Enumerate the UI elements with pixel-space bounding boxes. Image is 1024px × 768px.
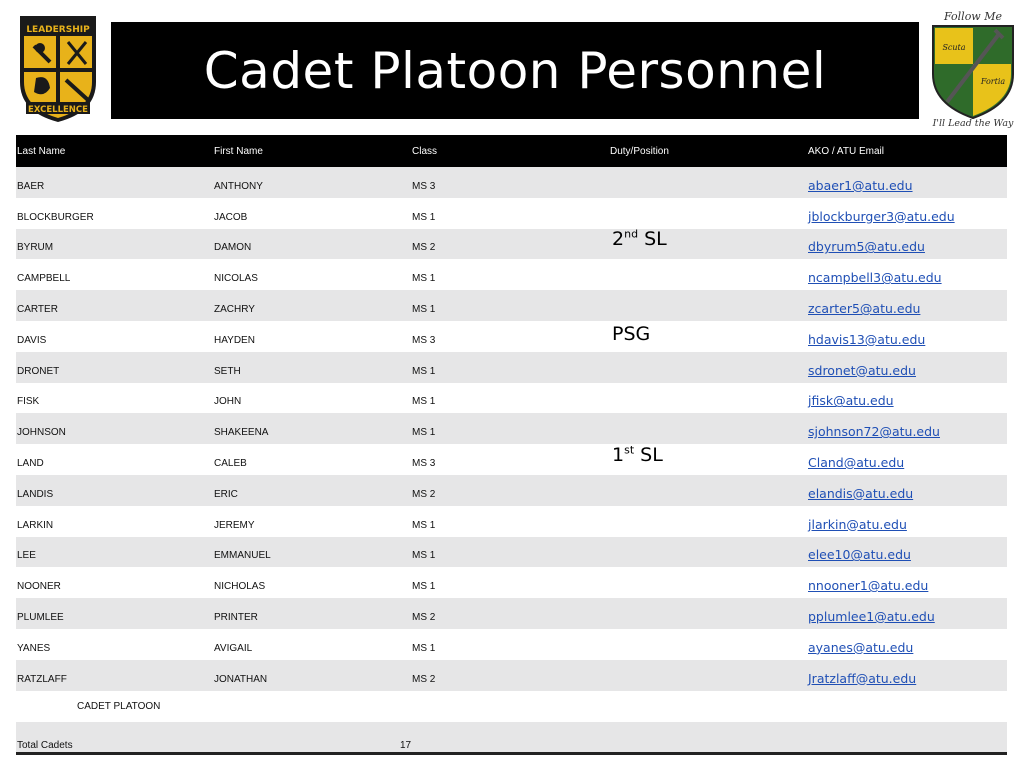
right-logo-right-text: Fortia (980, 77, 1006, 86)
table-row (16, 475, 1007, 506)
duty-2nd-sl-rest: SL (638, 228, 667, 250)
table-row (16, 290, 1007, 321)
cell-last-name: JOHNSON (17, 427, 66, 439)
email-link[interactable]: ayanes@atu.edu (808, 639, 914, 655)
cell-last-name: YANES (17, 642, 51, 654)
cell-duty-position (610, 469, 808, 475)
table-row (16, 598, 1007, 629)
table-row (16, 567, 1007, 598)
cell-first-name: JEREMY (214, 519, 255, 531)
column-header-first-name: First Name (214, 145, 263, 157)
cell-class: MS 1 (412, 211, 436, 223)
duty-label-psg (612, 323, 650, 345)
page-title: Cadet Platoon Personnel (203, 41, 827, 100)
duty-psg-text: PSG (612, 323, 651, 345)
cell-last-name: LARKIN (17, 519, 54, 531)
cell-class: MS 1 (412, 519, 436, 531)
cell-class: MS 1 (412, 427, 436, 439)
total-row (16, 722, 1007, 755)
table-row (16, 413, 1007, 444)
cell-last-name: LAND (17, 457, 44, 469)
cell-duty-position (610, 315, 808, 321)
cell-last-name: PLUMLEE (17, 611, 64, 623)
email-link[interactable]: elandis@atu.edu (808, 485, 914, 501)
cell-last-name: FISK (17, 396, 40, 408)
email-link[interactable]: ncampbell3@atu.edu (808, 270, 942, 286)
cell-first-name: PRINTER (214, 611, 258, 623)
cell-last-name: BLOCKBURGER (17, 211, 94, 223)
email-link[interactable]: Jratzlaff@atu.edu (808, 670, 917, 686)
duty-1st-sl-base: 1 (612, 444, 625, 466)
cell-last-name: BAER (17, 180, 45, 192)
table-row (16, 167, 1007, 198)
email-link[interactable]: elee10@atu.edu (808, 547, 911, 563)
left-logo-bottom-text: EXCELLENCE (28, 105, 88, 115)
cell-first-name: JACOB (214, 211, 248, 223)
cell-first-name: CALEB (214, 457, 247, 469)
total-spacer (214, 751, 400, 752)
cell-first-name: SHAKEENA (214, 427, 269, 439)
cell-class: MS 3 (412, 180, 436, 192)
cell-first-name: ANTHONY (214, 180, 263, 192)
table-row (16, 229, 1007, 260)
cell-last-name: LANDIS (17, 488, 54, 500)
cell-first-name: SETH (214, 365, 241, 377)
cell-class: MS 2 (412, 673, 436, 685)
table-row (16, 660, 1007, 691)
footer-row (16, 691, 1007, 722)
cell-last-name: RATZLAFF (17, 673, 67, 685)
table-row (16, 321, 1007, 352)
cell-first-name: ERIC (214, 488, 238, 500)
cell-class: MS 2 (412, 488, 436, 500)
cell-last-name: LEE (17, 550, 36, 562)
cell-last-name: CARTER (17, 303, 58, 315)
right-logo-bottom-text: I'll Lead the Way (932, 118, 1014, 129)
total-value: 17 (400, 739, 412, 751)
cell-duty-position (610, 284, 808, 290)
email-link[interactable]: hdavis13@atu.edu (808, 331, 926, 347)
table-header-row (16, 135, 1007, 167)
title-bar (111, 22, 919, 119)
duty-1st-sl-rest: SL (634, 444, 663, 466)
column-header-last-name: Last Name (17, 145, 66, 157)
column-header-duty-position: Duty/Position (610, 145, 669, 157)
cell-duty-position (610, 623, 808, 629)
table-row (16, 198, 1007, 229)
column-header-class: Class (412, 145, 438, 157)
duty-2nd-sl-base: 2 (612, 228, 625, 250)
duty-label-2nd-sl (612, 228, 667, 250)
cell-class: MS 1 (412, 642, 436, 654)
table-row (16, 629, 1007, 660)
table-row (16, 506, 1007, 537)
email-link[interactable]: sdronet@atu.edu (808, 362, 916, 378)
cell-class: MS 2 (412, 611, 436, 623)
cell-duty-position (610, 561, 808, 567)
footer-label: CADET PLATOON (77, 700, 161, 712)
cell-first-name: AVIGAIL (214, 642, 253, 654)
email-link[interactable]: sjohnson72@atu.edu (808, 424, 940, 440)
table-body (16, 167, 1007, 691)
cell-first-name: HAYDEN (214, 334, 255, 346)
table-row (16, 537, 1007, 568)
cell-class: MS 3 (412, 457, 436, 469)
email-link[interactable]: nnooner1@atu.edu (808, 578, 929, 594)
right-logo-top-text: Follow Me (944, 10, 1002, 23)
cell-duty-position (610, 685, 808, 691)
cell-last-name: DRONET (17, 365, 60, 377)
cell-duty-position (610, 377, 808, 383)
cell-class: MS 1 (412, 396, 436, 408)
email-link[interactable]: pplumlee1@atu.edu (808, 608, 935, 624)
email-link[interactable]: jblockburger3@atu.edu (808, 208, 955, 224)
cell-first-name: ZACHRY (214, 303, 255, 315)
cell-first-name: NICHOLAS (214, 581, 266, 593)
cell-last-name: CAMPBELL (17, 273, 71, 285)
table-row (16, 259, 1007, 290)
cell-last-name: DAVIS (17, 334, 47, 346)
cell-first-name: EMMANUEL (214, 550, 271, 562)
cell-class: MS 2 (412, 242, 436, 254)
cell-duty-position (610, 346, 808, 352)
cell-first-name: NICOLAS (214, 273, 258, 285)
cell-duty-position (610, 192, 808, 198)
cell-first-name: JONATHAN (214, 673, 268, 685)
leadership-excellence-logo (16, 12, 100, 124)
duty-2nd-sl-sup: nd (624, 227, 639, 241)
column-header-email: AKO / ATU Email (808, 145, 884, 157)
cell-duty-position (610, 407, 808, 413)
duty-1st-sl-sup: st (624, 443, 635, 457)
email-link[interactable]: jfisk@atu.edu (808, 393, 894, 409)
email-link[interactable]: Cland@atu.edu (808, 454, 905, 470)
table-row (16, 444, 1007, 475)
table-row (16, 352, 1007, 383)
email-link[interactable]: abaer1@atu.edu (808, 177, 913, 193)
personnel-table (16, 135, 1007, 755)
cell-class: MS 1 (412, 303, 436, 315)
cell-duty-position (610, 253, 808, 259)
cell-duty-position (610, 654, 808, 660)
cell-first-name: DAMON (214, 242, 252, 254)
follow-me-crest-logo (921, 4, 1024, 130)
cell-class: MS 1 (412, 581, 436, 593)
cell-class: MS 1 (412, 365, 436, 377)
cell-class: MS 3 (412, 334, 436, 346)
duty-label-1st-sl (612, 444, 663, 466)
cell-first-name: JOHN (214, 396, 242, 408)
cell-last-name: NOONER (17, 581, 61, 593)
cell-class: MS 1 (412, 550, 436, 562)
table-row (16, 383, 1007, 414)
cell-duty-position (610, 531, 808, 537)
left-logo-top-text: LEADERSHIP (26, 25, 90, 35)
email-link[interactable]: dbyrum5@atu.edu (808, 239, 925, 255)
email-link[interactable]: zcarter5@atu.edu (808, 300, 921, 316)
cell-last-name: BYRUM (17, 242, 54, 254)
cell-duty-position (610, 592, 808, 598)
cell-class: MS 1 (412, 273, 436, 285)
cell-duty-position (610, 500, 808, 506)
total-label: Total Cadets (17, 739, 73, 751)
email-link[interactable]: jlarkin@atu.edu (808, 516, 907, 532)
right-logo-left-text: Scuta (942, 43, 966, 52)
